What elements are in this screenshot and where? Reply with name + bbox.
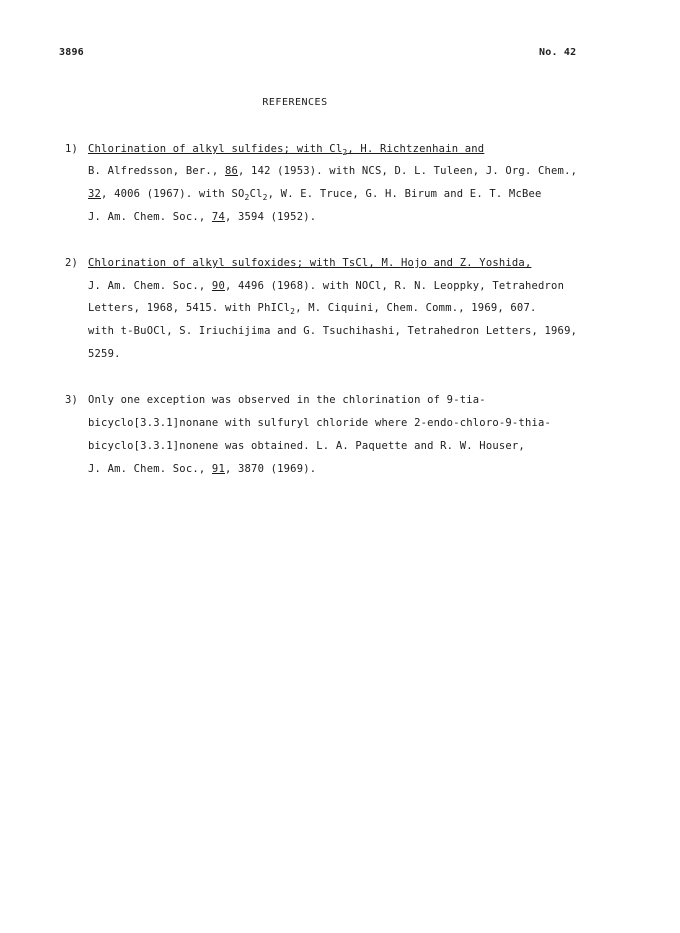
reference-line: bicyclo[3.3.1]nonene was obtained. L. A. Paquette and R. W. Houser, [88,440,525,452]
reference-line: B. Alfredsson, Ber., 86, 142 (1953). with NCS, D. L. Tuleen, J. Org. Chem., [88,165,578,177]
reference-line [88,257,531,270]
reference-line: 5259. [88,348,121,360]
reference-topic: Chlorination of alkyl sulfides; with $Cl_2$, H. Richtzenhain and [88,143,485,157]
reference-line: with t-BuOCl, S. Iriuchijima and G. Tsuchihashi, Tetrahedron Letters, 1969, [88,325,578,337]
reference-line: 32, 4006 (1967). with $SO_2Cl_2$, W. E. Truce, G. H. Birum and E. T. McBee [88,188,542,202]
volume-number: 32 [88,188,102,200]
volume-number: 90 [211,280,225,292]
reference-line: Letters, 1968, 5415. with PhICl$_2$, M. Ciquini, Chem. Comm., 1969, 607. [88,302,537,316]
reference-line: J. Am. Chem. Soc., 90, 4496 (1968). with NOCl, R. N. Leoppky, Tetrahedron [88,280,565,292]
reference-number: 2) [65,257,79,269]
volume-number: 74 [211,211,225,223]
reference-topic: Chlorination of alkyl sulfoxides; with TsCl, M. Hojo and Z. Yoshida, [88,257,532,269]
volume-number: 86 [224,165,238,177]
page-number: 3896 [59,47,84,58]
reference-line: Only one exception was observed in the chlorination of 9-tia- [88,394,486,406]
reference-line: J. Am. Chem. Soc., 74, 3594 (1952). [88,211,317,223]
reference-number: 3) [65,394,79,406]
reference-line: bicyclo[3.3.1]nonane with sulfuryl chloride where 2-endo-chloro-9-thia- [88,417,552,429]
references-title: REFERENCES [262,97,328,108]
reference-line [88,143,484,156]
volume-number: 91 [211,463,225,475]
reference-number: 1) [65,143,79,155]
issue-number: No. 42 [539,47,577,58]
reference-line: J. Am. Chem. Soc., 91, 3870 (1969). [88,463,317,475]
